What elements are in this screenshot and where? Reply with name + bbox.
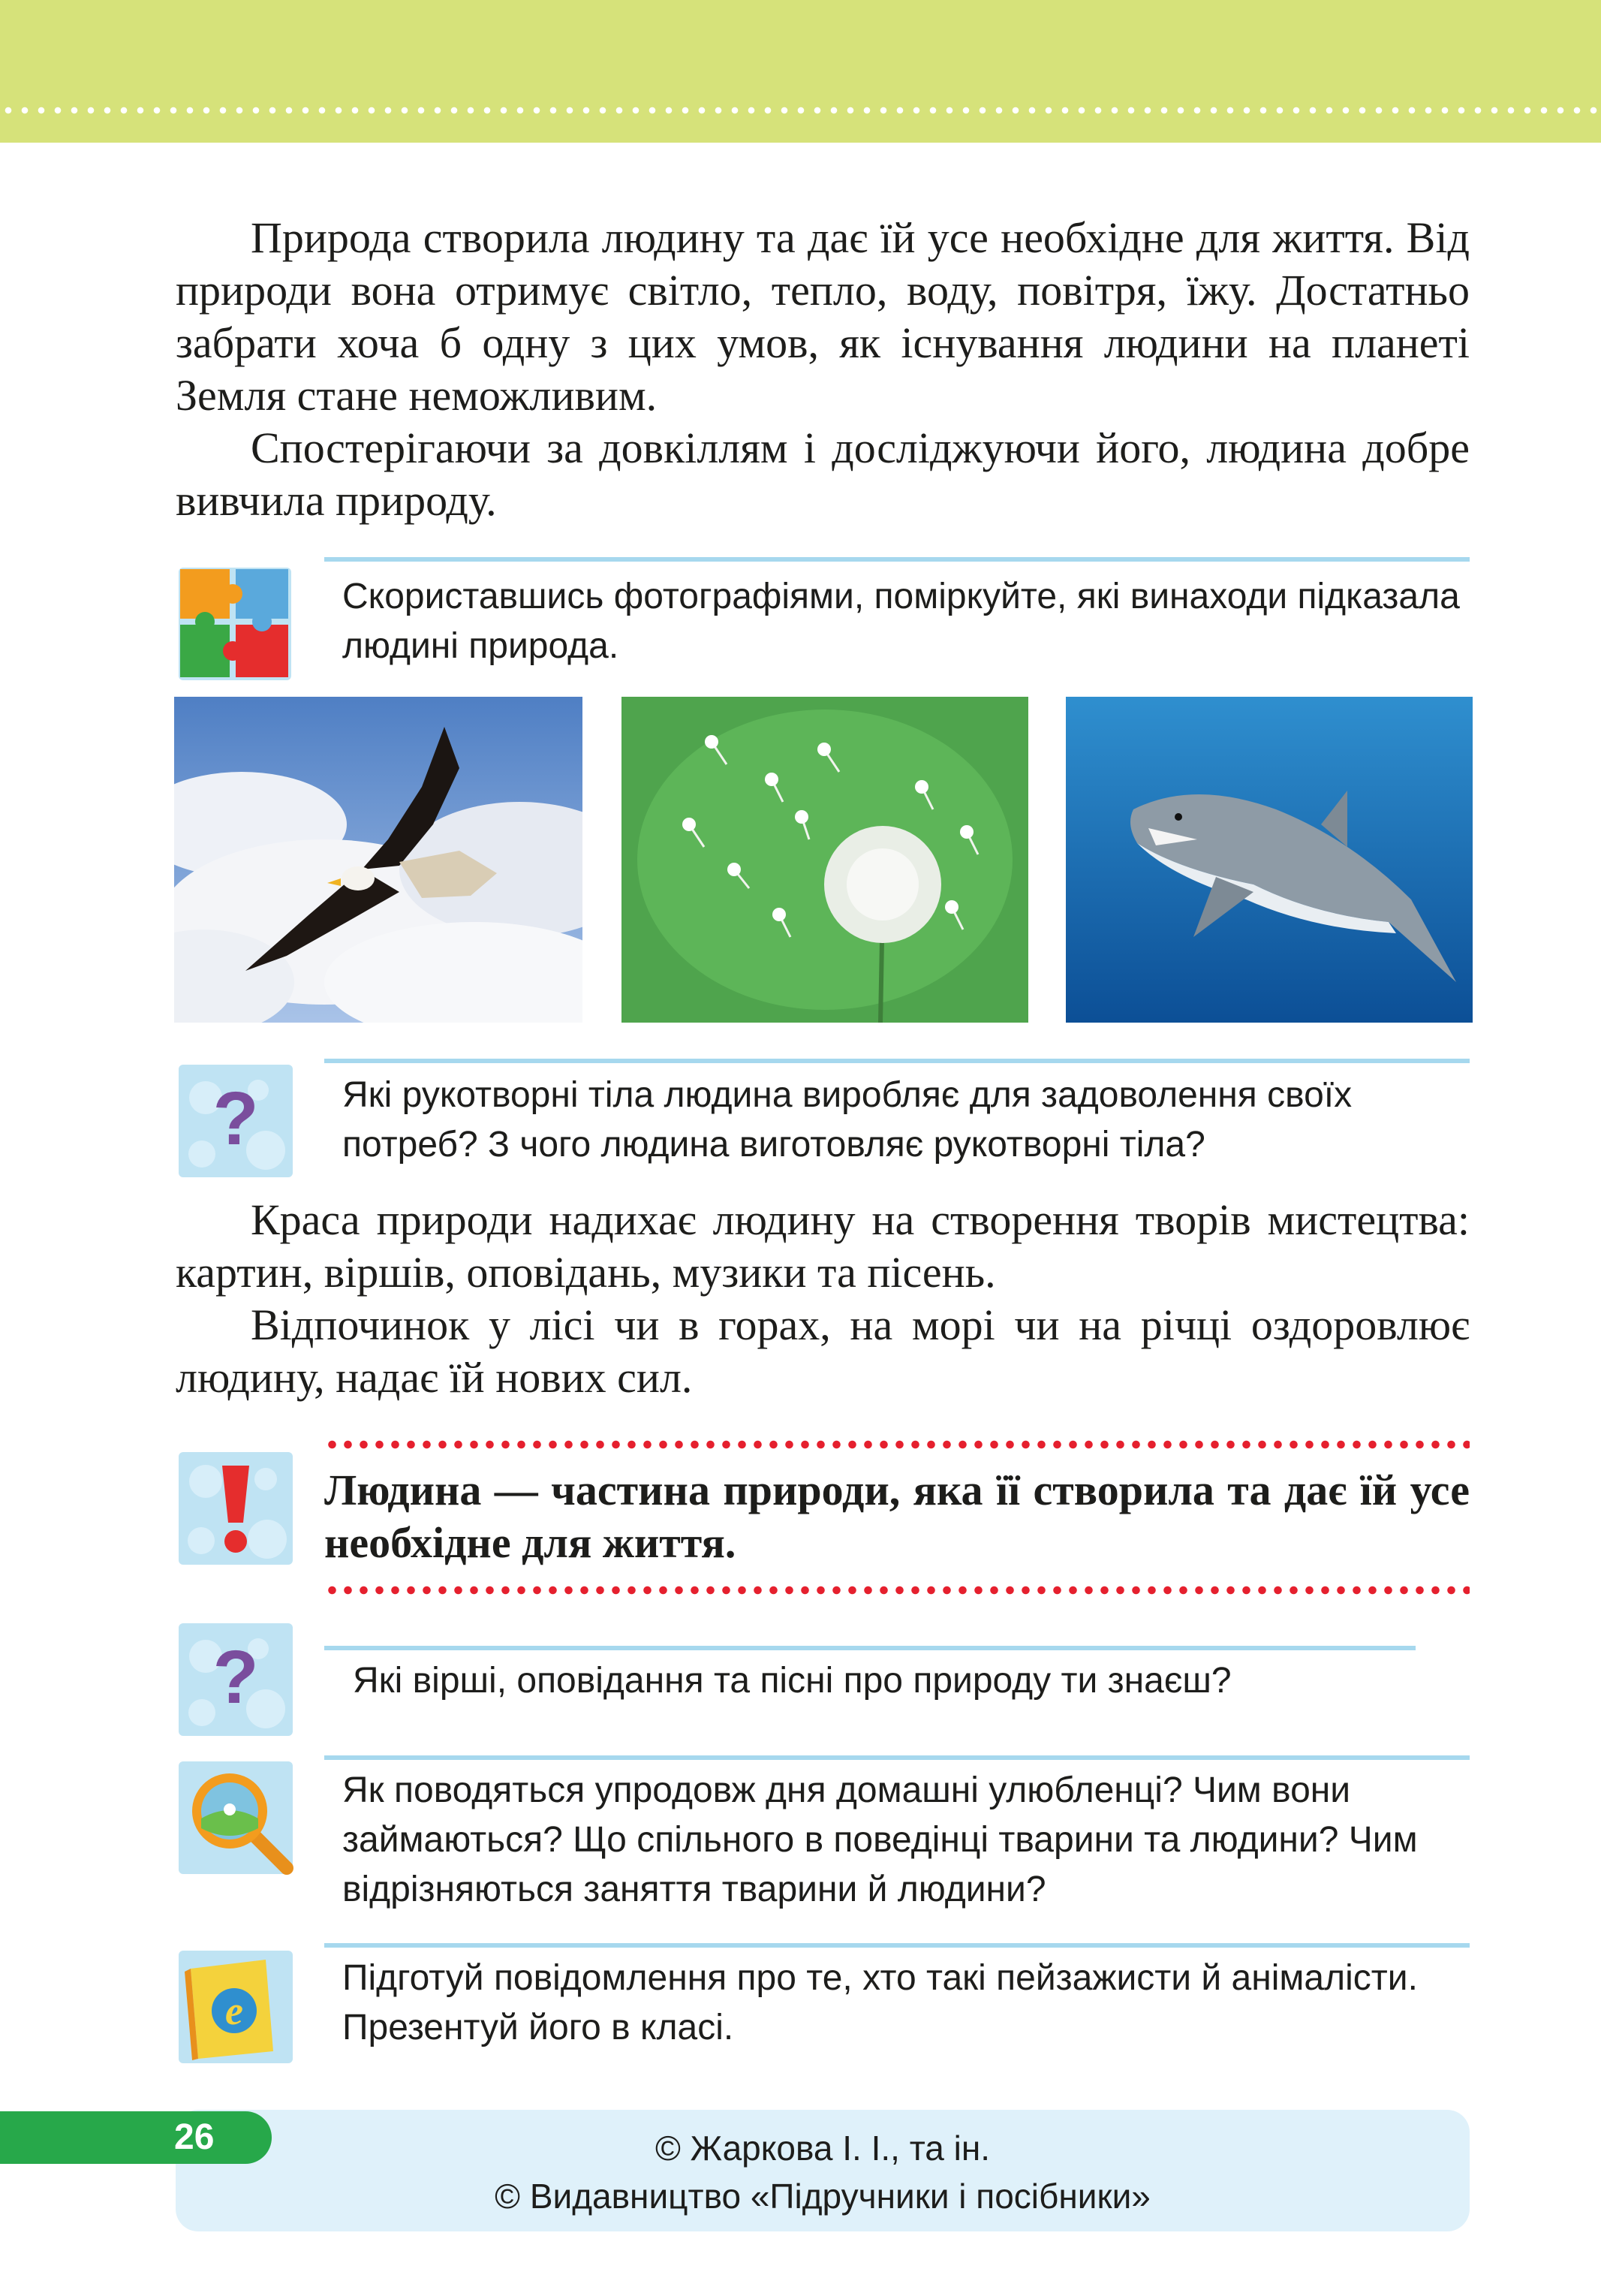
question-icon [176,1060,297,1182]
puzzle-icon [176,562,297,683]
task-poems-text: Які вірші, оповідання та пісні про природу ти знаєш? [353,1661,1232,1701]
intro-paragraph-1: Природа створила людину та дає їй усе необхідне для життя. Від природи вона отримує світло, тепло, воду, повітря, їжу. Достатньо забрати хоча б одну з цих умов, як існування людини на планеті Земля стане неможливим. [176,213,1470,420]
copyright-publisher: © Видавництво «Підручники і посібники» [495,2177,1151,2216]
shark-photo [1066,697,1473,1023]
book-internet-icon [176,1946,297,2068]
header-dotted-line [0,105,1601,116]
task-divider [324,1646,1416,1650]
page-number: 26 [174,2117,215,2157]
middle-paragraph-1: Краса природи надихає людину на створення творів мистецтва: картин, віршів, оповідань, музики та пісень. [176,1195,1470,1297]
svg-text:e: e [225,1988,243,2033]
task-pets-text: Як поводяться упродовж дня домашні улюбленці? Чим вони займаються? Що спільного в поведінці тварини та людини? Чим відрізняються заняття тварини й людини? [342,1770,1418,1909]
middle-paragraph-2: Відпочинок у лісі чи в горах, на морі чи на річці оздоровлює людину, надає їй нових сил. [176,1300,1470,1402]
task-divider [324,1059,1470,1063]
question-icon [176,1619,297,1740]
rule-dots-bottom [324,1586,1470,1595]
svg-text:?: ? [212,1635,259,1719]
task-divider [324,1755,1470,1760]
header-band [0,0,1601,143]
intro-paragraph-2: Спостерігаючи за довкіллям і досліджуючи його, людина добре вивчила природу. [176,423,1470,525]
task-divider [324,1943,1470,1948]
eagle-photo [174,697,582,1023]
middle-text [176,1194,1470,1404]
dandelion-photo [621,697,1028,1023]
rule-text: Людина — частина природи, яка її створила та дає їй усе необхідне для життя. [324,1466,1470,1567]
magnifier-icon [176,1757,297,1879]
copyright-authors: © Жаркова І. І., та ін. [655,2129,991,2168]
intro-text [176,212,1470,527]
task-divider [324,557,1470,562]
rule-dots-top [324,1440,1470,1449]
task-handmade-text: Які рукотворні тіла людина виробляє для задоволення своїх потреб? З чого людина виготовляє рукотворні тіла? [342,1075,1353,1165]
task-photos-text: Скориставшись фотографіями, поміркуйте, які винаходи підказала людині природа. [342,577,1460,666]
svg-text:?: ? [212,1077,259,1161]
task-report-text: Підготуй повідомлення про те, хто такі пейзажисти й анімалісти. Презентуй його в класі. [342,1958,1418,2047]
exclamation-icon [176,1448,297,1569]
